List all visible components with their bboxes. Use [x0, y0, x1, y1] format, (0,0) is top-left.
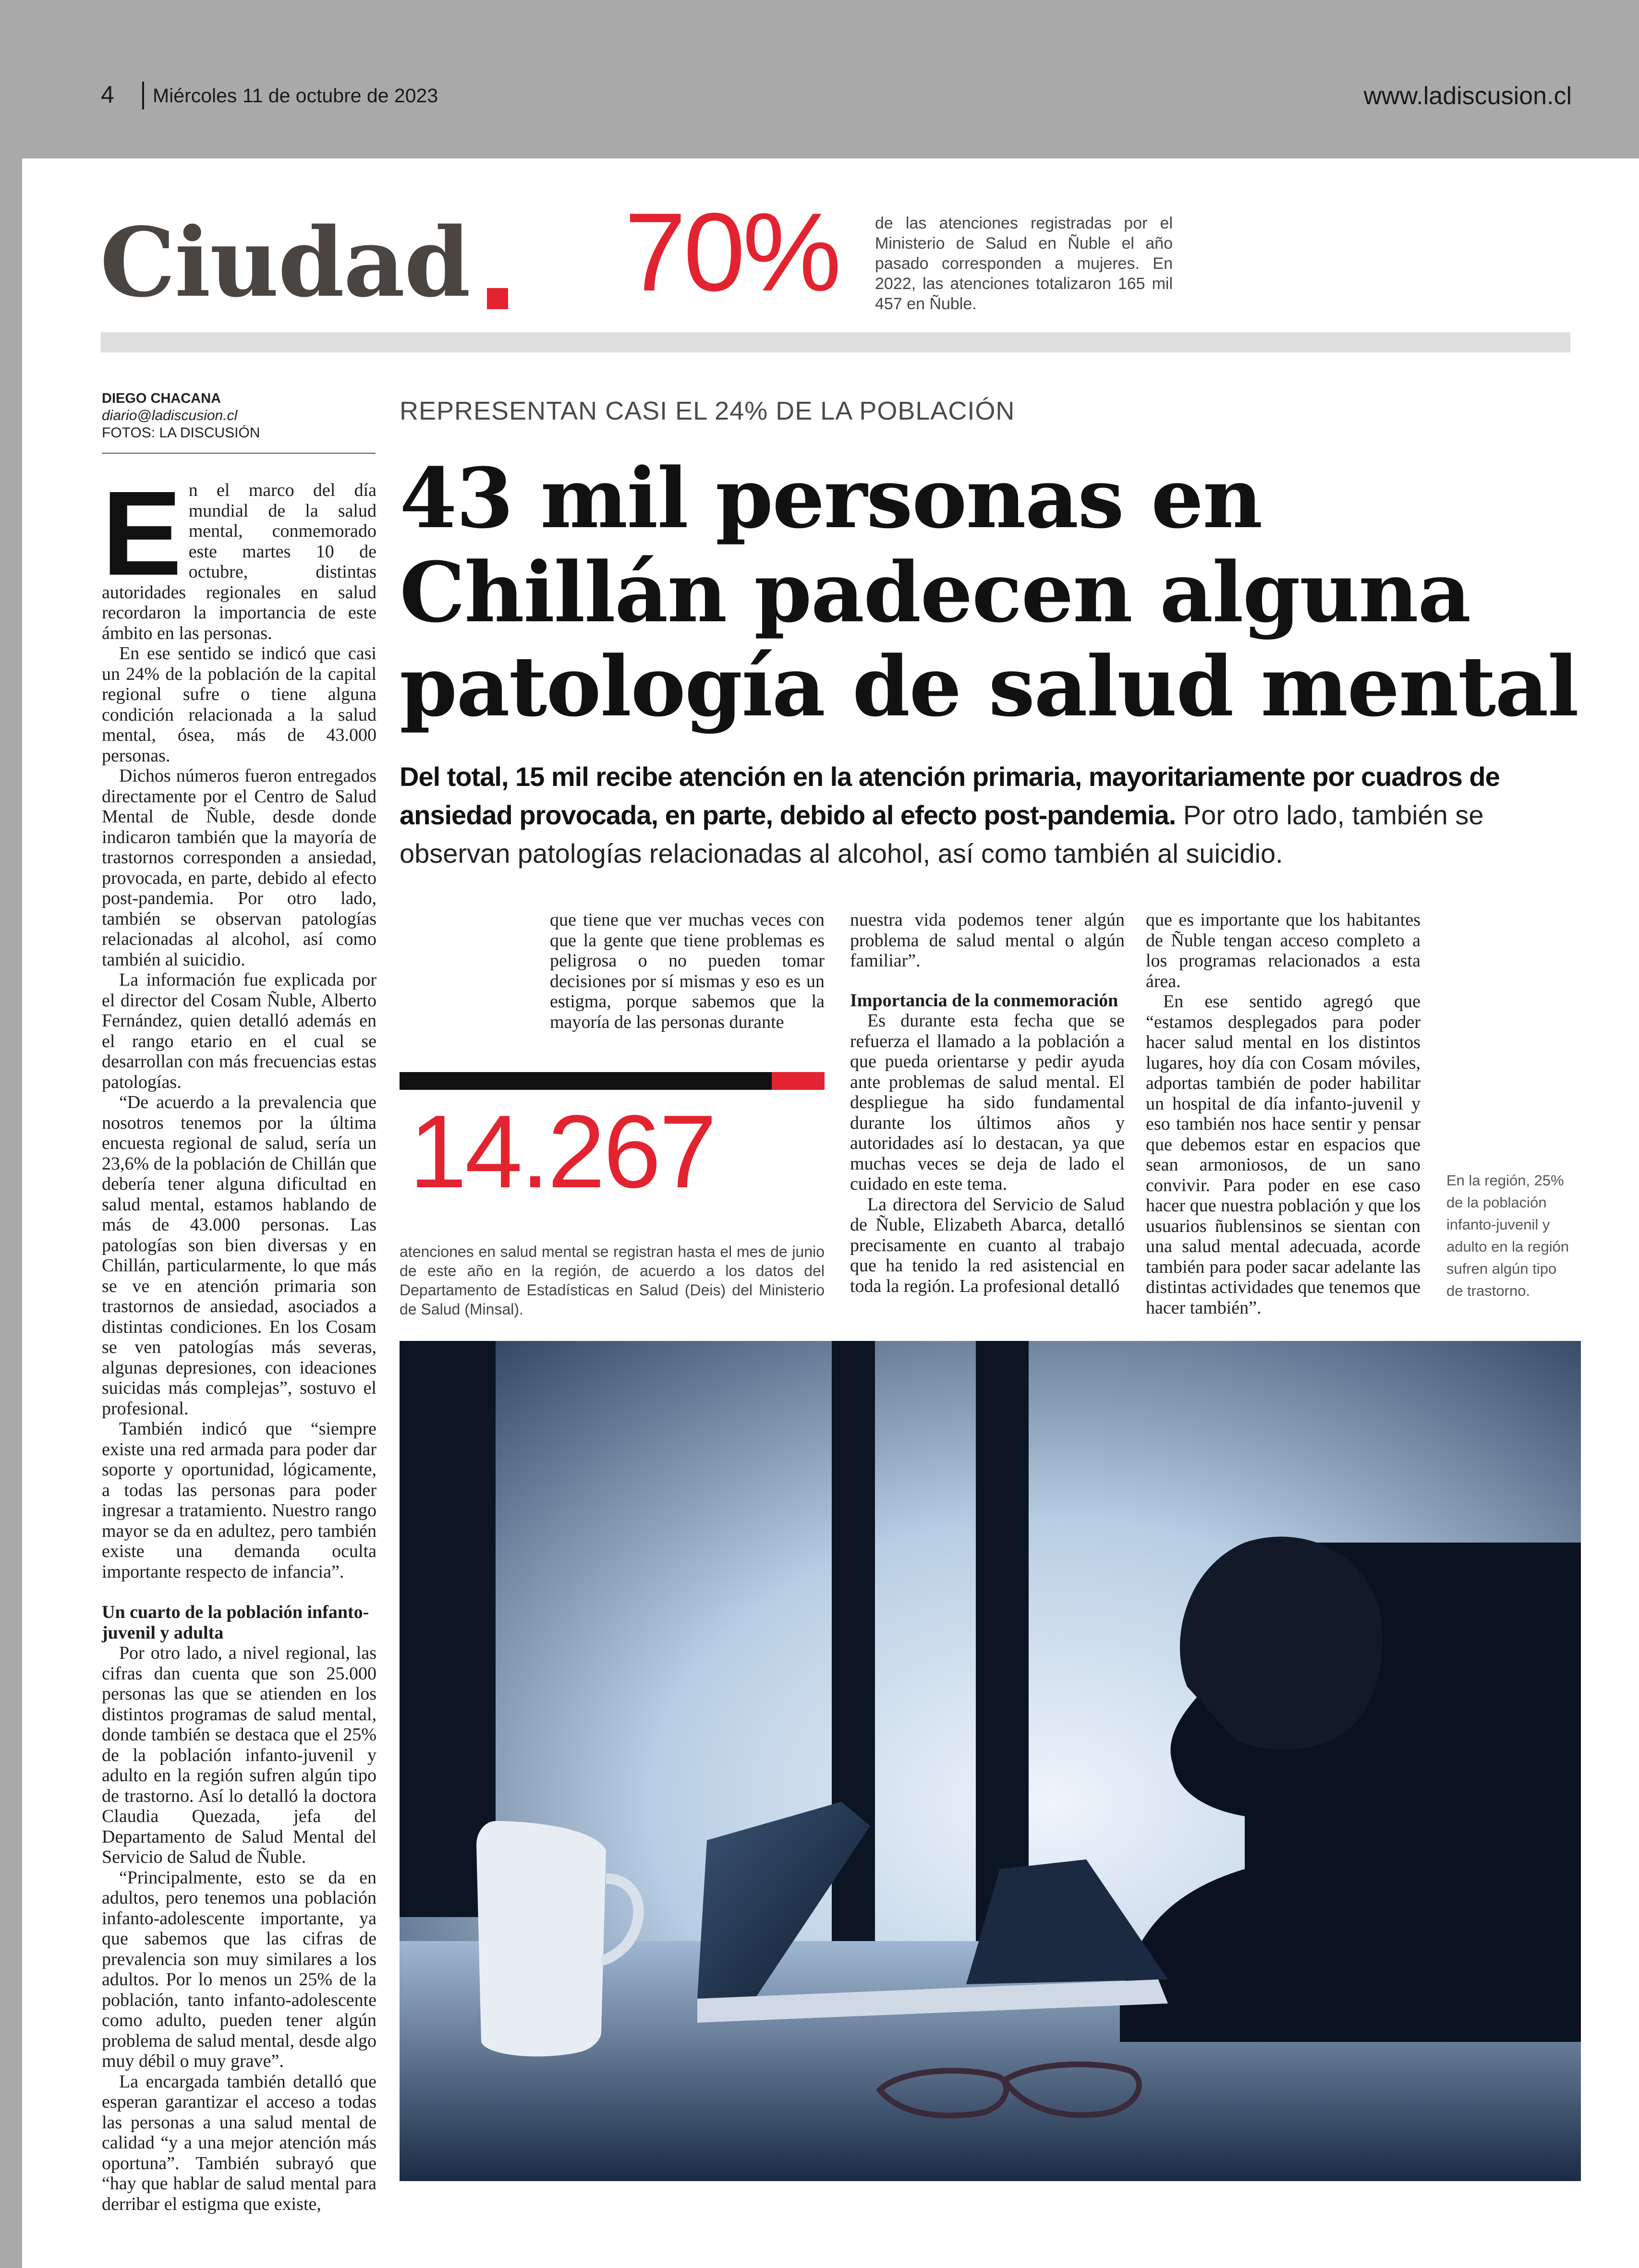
- byline-divider: [102, 453, 376, 454]
- article-subhead: Importancia de la conmemoración: [850, 990, 1118, 1011]
- header-divider: [142, 82, 144, 109]
- section-title: Ciudad: [100, 206, 470, 318]
- article-paragraph: La directora del Servicio de Salud de Ñuble, Elizabeth Abarca, detalló precisamente en cuanto al trabajo que ha tenido la red asistencial en toda la región. La profesional detalló: [850, 1194, 1125, 1296]
- page-header-band: [0, 0, 1639, 158]
- author-name: DIEGO CHACANA: [102, 391, 221, 406]
- side-note: En la región, 25% de la población infanto-juvenil y adulto en la región sufren algún tipo de trastorno.: [1446, 1172, 1569, 1299]
- article-paragraph: La información fue explicada por el director del Cosam Ñuble, Alberto Fernández, quien detalló además en el rango etario en el cual se desarrollan con más frecuencias estas patologías.: [102, 970, 376, 1092]
- article-paragraph: “Principalmente, esto se da en adultos, pero tenemos una población infanto-adolescente importante, ya que sabemos que las cifras de prevalencia son muy similares a los adultos. Por lo menos un 25% de la población, tanto infanto-adolescente como adulto, pueden tener algún problema de salud mental, desde algo muy débil o muy grave”.: [102, 1867, 376, 2071]
- author-email: diario@ladiscusion.cl: [102, 408, 238, 423]
- page-number: 4: [101, 81, 114, 108]
- article-paragraph: nuestra vida podemos tener algún problema de salud mental o algún familiar”.: [850, 910, 1125, 971]
- section-divider-bar: [101, 332, 1570, 352]
- article-paragraph: que es importante que los habitantes de Ñuble tengan acceso completo a los programas relacionados a esta área.: [1146, 910, 1420, 991]
- article-paragraph: También indicó que “siempre existe una red armada para poder dar soporte y oportunidad, lógicamente, a todas las personas para poder ingresar a tratamiento. Nuestro rango mayor se da en adultez, pero también existe una demanda oculta importante respecto de infancia”.: [102, 1419, 376, 1582]
- article-paragraph: Dichos números fueron entregados directamente por el Centro de Salud Mental de Ñuble, desde donde indicaron también que la mayoría de trastornos corresponden a ansiedad, provocada, en parte, debido al efecto post-pandemia. Por otro lado, también se observan patologías relacionadas al alcohol, así como también al suicidio.: [102, 766, 376, 970]
- article-subhead: Un cuarto de la población infanto-juvenil y adulta: [102, 1602, 369, 1643]
- section-stat-value: 70%: [624, 190, 839, 314]
- article-paragraph: La encargada también detalló que esperan garantizar el acceso a todas las personas a una salud mental de calidad “y a una mejor atención más oportuna”. También subrayó que “hay que hablar de salud mental para derribar el estigma que existe,: [102, 2071, 376, 2214]
- section-stat-text: de las atenciones registradas por el Ministerio de Salud en Ñuble el año pasado corresponden a mujeres. En 2022, las atenciones totalizaron 165 mil 457 en Ñuble.: [875, 214, 1173, 313]
- article-paragraph: En ese sentido agregó que “estamos desplegados para poder hacer salud mental en los distintos lugares, hoy día con Cosam móviles, adportas también de poder habilitar un hospital de día infanto-juvenil y eso también nos hace sentir y pensar que debemos estar en espacios que sean armoniosos, de un sano convivir. Para poder en ese caso hacer que nuestra población y que los usuarios ñublensinos se sientan con una salud mental adecuada, acorde también para poder sacar adelante las distintas actividades que tenemos que hacer también”.: [1146, 991, 1420, 1318]
- article-column-3: [850, 910, 1125, 1296]
- article-paragraph: En el marco del día mundial de la salud mental, conmemorado este martes 10 de octubre, distintas autoridades regionales en salud recordaron la importancia de este ámbito en las personas.: [102, 466, 376, 643]
- article-paragraph: que tiene que ver muchas veces con que la gente que tiene problemas es peligrosa o no pueden tomar decisiones por sí mismas y eso es un estigma, porque sabemos que la mayoría de las personas durante: [550, 910, 825, 1032]
- article-photo: [400, 1341, 1581, 2181]
- article-headline: 43 mil personas en Chillán padecen alguna patología de salud mental: [400, 449, 1578, 735]
- highlight-bar: [400, 1072, 772, 1090]
- section-title-dot: [487, 288, 508, 309]
- article-column-2: [550, 910, 825, 1032]
- highlight-bar-accent: [772, 1072, 825, 1090]
- byline: [102, 390, 260, 442]
- highlight-number: 14.267: [409, 1093, 715, 1209]
- highlight-text: atenciones en salud mental se registran hasta el mes de junio de este año en la región, de acuerdo a los datos del Departamento de Estadísticas en Salud (Deis) del Ministerio de Salud (Minsal).: [400, 1243, 825, 1318]
- site-url-link[interactable]: www.ladiscusion.cl: [1363, 82, 1572, 110]
- article-paragraph: “De acuerdo a la prevalencia que nosotros tenemos por la última encuesta regional de salud, sería un 23,6% de la población de Chillán que debería tener alguna dificultad en salud mental, estamos hablando de más de 43.000 personas. Las patologías son bien diversas y en Chillán, particularmente, lo que más se ve en atención primaria son trastornos de ansiedad, asociados a distintas condiciones. En los Cosam se ven patologías más severas, algunas depresiones, con ideaciones suicidas más complejas”, sostuvo el profesional.: [102, 1092, 376, 1419]
- drop-cap: E: [102, 466, 182, 600]
- deck-regular-text: Por otro lado, también se observan patologías relacionadas al alcohol, así como también al suicidio.: [400, 800, 1484, 869]
- article-column-1: [102, 466, 376, 2214]
- article-kicker: REPRESENTAN CASI EL 24% DE LA POBLACIÓN: [400, 397, 1015, 425]
- article-paragraph: Por otro lado, a nivel regional, las cifras dan cuenta que son 25.000 personas las que se atienden en los distintos programas de salud mental, donde también se destaca que el 25% de la población infanto-juvenil y adulto en la región sufren algún tipo de trastorno. Así lo detalló la doctora Claudia Quezada, jefa del Departamento de Salud Mental del Servicio de Salud de Ñuble.: [102, 1643, 376, 1867]
- article-column-4: [1146, 910, 1420, 1318]
- article-paragraph: Es durante esta fecha que se refuerza el llamado a la población a que pueda orientarse y pedir ayuda ante problemas de salud mental. El despliegue ha sido fundamental durante los últimos años y autoridades así lo destacan, ya que muchas veces se deja de lado el cuidado en este tema.: [850, 1011, 1125, 1194]
- photo-credit: FOTOS: LA DISCUSIÓN: [102, 425, 260, 441]
- issue-date: Miércoles 11 de octubre de 2023: [153, 84, 438, 107]
- article-paragraph: En ese sentido se indicó que casi un 24% de la población de la capital regional sufre o tiene alguna condición relacionada a la salud mental, ósea, más de 43.000 personas.: [102, 643, 376, 766]
- deck-bold-text: Del total, 15 mil recibe atención en la atención primaria, mayoritariamente por cuadros de ansiedad provocada, en parte, debido al efecto post-pandemia.: [400, 761, 1500, 830]
- article-deck: [400, 758, 1571, 873]
